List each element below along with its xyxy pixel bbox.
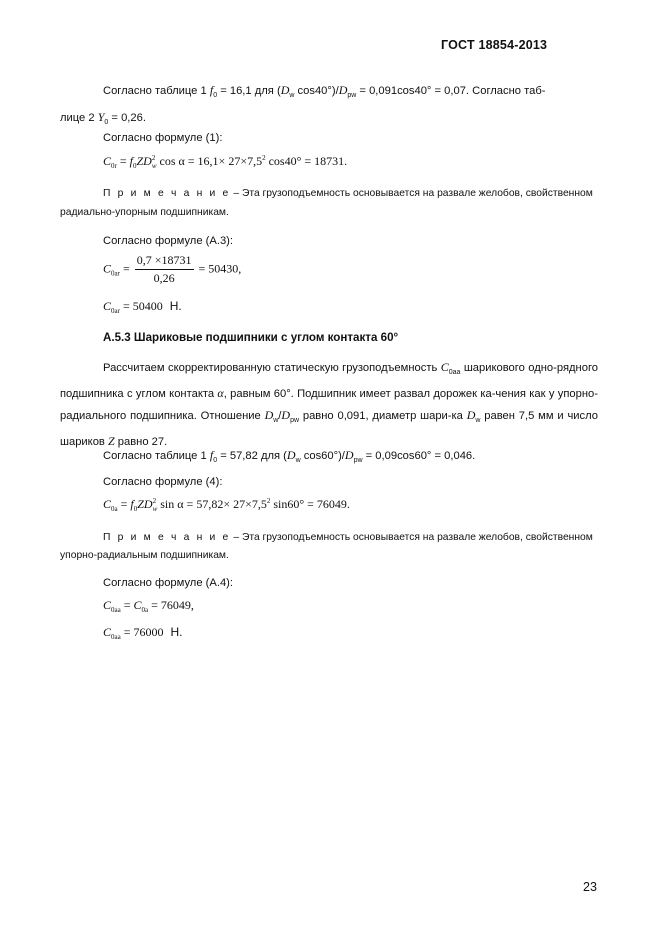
superscript: 2 (151, 154, 156, 163)
text-segment: = (120, 598, 134, 612)
formula-c0aa-rounded (103, 625, 183, 641)
fraction (135, 253, 194, 286)
subscript: 0 (213, 92, 218, 99)
section-heading: А.5.3 Шариковые подшипники с углом контакта 60° (103, 331, 399, 344)
formula-c0r (103, 154, 347, 170)
subscript: w (152, 505, 158, 514)
formula-c0ar-fraction (103, 253, 241, 286)
note-text: – Эта грузоподъемность основывается на развале желобов, свойственном (230, 532, 593, 543)
symbol-c: C (103, 625, 112, 639)
text-segment: cos60°)/ (300, 450, 345, 462)
subscript: 0 (213, 457, 218, 464)
text-segment: Согласно таблице 1 (103, 85, 210, 97)
symbol-f0: f (209, 448, 214, 462)
symbol-f0: f (209, 83, 214, 97)
text-line-table1-60 (103, 448, 475, 468)
superscript: 2 (266, 497, 271, 505)
formula-c0aa (103, 598, 194, 614)
symbol-dw: D (286, 448, 296, 462)
subscript: w (273, 417, 279, 424)
symbol-c: C (103, 598, 112, 612)
text-line-formula-a4-ref: Согласно формуле (А.4): (103, 577, 234, 589)
text-segment: = 76000 (120, 625, 164, 639)
symbol-c: C (103, 261, 112, 276)
text-segment: sin60° = 76049. (270, 497, 350, 511)
formula-c0a (103, 497, 350, 513)
text-segment: = 0,091cos40° = 0,07. Согласно таб- (356, 85, 546, 97)
symbol-zd: ZD (137, 497, 153, 511)
subscript: 0ar (111, 269, 120, 278)
symbol-alpha: α (217, 386, 224, 400)
note-1-line2: радиально-упорным подшипникам. (60, 207, 229, 218)
note-label: П р и м е ч а н и е (103, 188, 231, 199)
page-number: 23 (583, 880, 597, 894)
text-segment: cos α = 16,1× 27×7,5 (156, 154, 263, 168)
subscript: w (295, 457, 301, 464)
symbol-dw: D (466, 408, 476, 422)
text-segment: = 76049, (148, 598, 194, 612)
symbol-dpw: D (338, 83, 348, 97)
paragraph-description (60, 357, 598, 453)
symbol-dw: D (264, 408, 274, 422)
subscript: 0aa (448, 369, 461, 376)
symbol-c: C (103, 299, 112, 313)
subscript: 0a (141, 606, 149, 614)
symbol-zd: ZD (136, 154, 152, 168)
subscript: w (151, 162, 157, 171)
text-segment: шарикового одно-рядного подшипника с углом контакта (60, 362, 598, 400)
symbol-f0: f (129, 154, 133, 168)
document-code: ГОСТ 18854-2013 (441, 38, 548, 52)
superscript: 2 (262, 154, 266, 162)
unit: Н. (169, 299, 182, 313)
subscript: w (475, 417, 481, 424)
symbol-c: C (440, 360, 449, 374)
subscript: pw (290, 417, 300, 424)
text-segment: = (117, 497, 131, 511)
symbol-y0: Y (97, 110, 105, 124)
text-segment: лице 2 (60, 112, 98, 124)
text-segment: равно 27. (114, 436, 168, 448)
fraction-numerator: 0,7 ×18731 (135, 253, 194, 270)
note-2-line2: упорно-радиальным подшипникам. (60, 550, 229, 561)
text-segment: = 0,09cos60° = 0,046. (362, 450, 476, 462)
subscript: pw (353, 457, 363, 464)
text-segment: = (116, 154, 130, 168)
subscript: 0r (111, 162, 117, 170)
text-segment: = 0,26. (108, 112, 146, 124)
text-segment: Рассчитаем скорректированную статическую грузоподъемность (103, 362, 441, 374)
text-line-table1 (103, 83, 545, 103)
symbol-c: C (133, 598, 142, 612)
text-segment: Согласно таблице 1 (103, 450, 210, 462)
symbol-c: C (103, 497, 112, 511)
subscript: 0 (132, 162, 137, 170)
text-segment: cos40° = 18731. (265, 154, 348, 168)
subscript: 0ar (111, 307, 120, 315)
symbol-dpw: D (281, 408, 291, 422)
subscript: 0aa (111, 606, 121, 614)
text-segment: = (119, 261, 133, 276)
superscript: 2 (152, 497, 157, 506)
subscript: 0 (104, 119, 109, 126)
text-segment: = 57,82 для ( (217, 450, 287, 462)
text-segment: = 50430, (195, 261, 242, 276)
symbol-f0: f (130, 497, 134, 511)
text-segment: равно 0,091, диаметр шари-ка (299, 410, 467, 422)
text-segment: равен 7,5 мм и число шариков (60, 410, 598, 448)
text-segment: sin α = 57,82× 27×7,5 (157, 497, 267, 511)
text-line-formula4-ref: Согласно формуле (4): (103, 476, 223, 488)
text-segment: / (278, 410, 282, 422)
note-1 (103, 188, 593, 199)
symbol-c: C (103, 154, 112, 168)
fraction-denominator: 0,26 (153, 271, 175, 285)
subscript: w (289, 92, 295, 99)
note-label: П р и м е ч а н и е (103, 532, 231, 543)
subscript: pw (347, 92, 357, 99)
text-segment: = 50400 (119, 299, 163, 313)
symbol-z: Z (107, 434, 115, 448)
subscript: 0aa (111, 633, 121, 641)
symbol-dpw: D (344, 448, 354, 462)
text-line-formula-a3-ref: Согласно формуле (А.3): (103, 235, 234, 247)
unit: Н. (170, 625, 183, 639)
text-segment: = 16,1 для ( (217, 85, 281, 97)
note-text: – Эта грузоподъемность основывается на развале желобов, свойственном (230, 188, 593, 199)
text-segment: cos40°)/ (294, 85, 339, 97)
subscript: 0 (133, 505, 138, 513)
note-2 (103, 532, 593, 543)
text-segment: , равным 60°. Подшипник имеет развал дорожек ка-чения как у упорно-радиального подшипника. Отношение (60, 388, 598, 422)
text-line-table2 (60, 110, 146, 130)
subscript: 0a (111, 505, 118, 513)
formula-c0ar-rounded (103, 299, 182, 315)
symbol-dw: D (280, 83, 290, 97)
text-line-formula1-ref: Согласно формуле (1): (103, 132, 223, 144)
